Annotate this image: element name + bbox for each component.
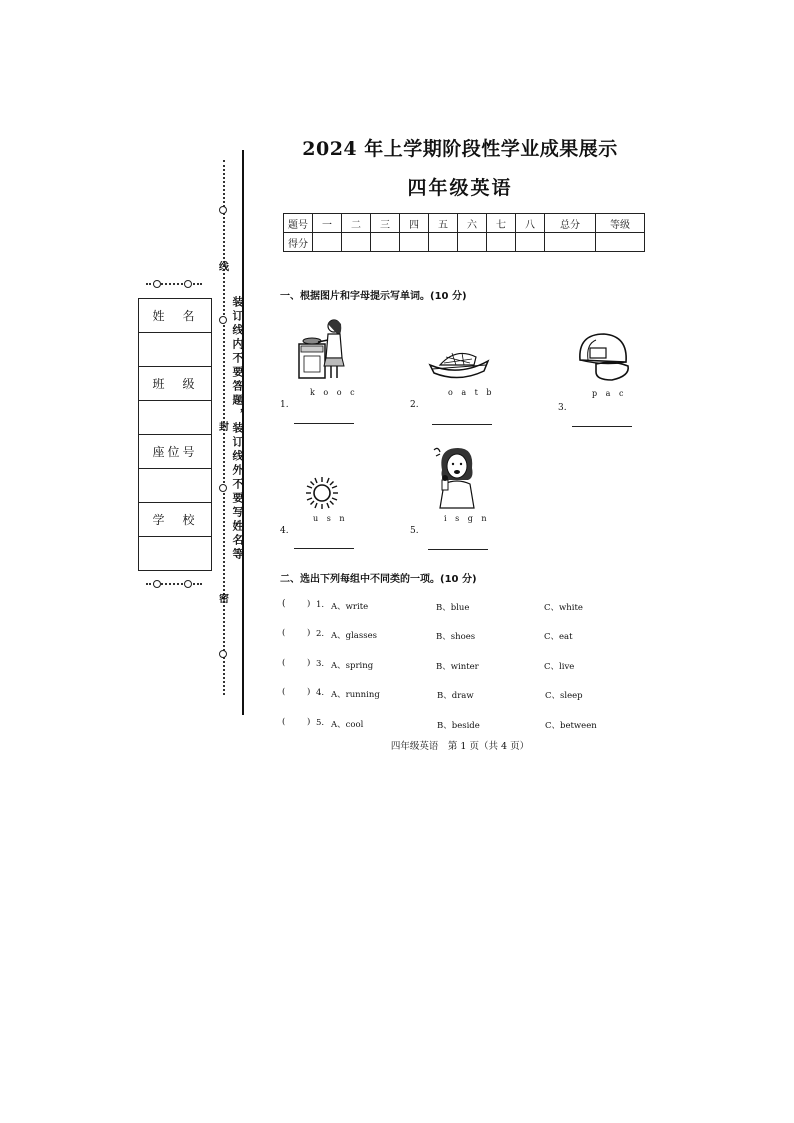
item-3-letters: p a c xyxy=(592,389,627,398)
singing-girl-icon xyxy=(430,444,482,510)
student-info-box xyxy=(138,298,212,571)
score-blank-cell[interactable] xyxy=(458,233,487,252)
page-footer: 四年级英语 第 1 页（共 4 页） xyxy=(390,741,530,752)
score-row-label: 得分 xyxy=(284,233,313,252)
item-2-number: 2. xyxy=(410,400,419,410)
score-cell: 三 xyxy=(371,214,400,233)
item-4-number: 4. xyxy=(280,526,289,536)
item-3-number: 3. xyxy=(558,403,567,413)
field-input-school[interactable] xyxy=(139,537,211,570)
section-1-title: 一、根据图片和字母提示写单词。(10 分) xyxy=(280,291,467,302)
answer-paren-open[interactable]: ( xyxy=(282,628,286,638)
score-blank-cell[interactable] xyxy=(400,233,429,252)
score-blank-cell[interactable] xyxy=(596,233,645,252)
item-2-answer-blank[interactable] xyxy=(432,424,492,425)
binding-circle xyxy=(219,650,227,658)
answer-paren-open[interactable]: ( xyxy=(282,687,286,697)
answer-paren-close: ) xyxy=(307,717,311,727)
field-input-name[interactable] xyxy=(139,333,211,367)
answer-paren-close: ) xyxy=(307,658,311,668)
option-a: A、running xyxy=(331,690,380,700)
binding-mark-line: 线 xyxy=(219,262,229,273)
item-4-letters: u s n xyxy=(313,514,348,523)
option-b: B、shoes xyxy=(436,632,476,642)
item-3-answer-blank[interactable] xyxy=(572,426,632,427)
question-number: 4. xyxy=(316,688,325,698)
answer-paren-open[interactable]: ( xyxy=(282,599,286,609)
score-cell: 五 xyxy=(429,214,458,233)
cooking-girl-icon xyxy=(296,316,350,382)
option-a: A、write xyxy=(331,602,369,612)
option-c: C、sleep xyxy=(545,691,583,701)
item-4-answer-blank[interactable] xyxy=(294,548,354,549)
score-blank-cell[interactable] xyxy=(487,233,516,252)
score-cell: 一 xyxy=(313,214,342,233)
exam-title: 2024 年上学期阶段性学业成果展示 xyxy=(302,138,618,160)
question-number: 5. xyxy=(316,718,325,728)
score-cell: 题号 xyxy=(284,214,313,233)
score-cell: 总分 xyxy=(545,214,596,233)
binding-circle xyxy=(184,280,192,288)
binding-circle xyxy=(153,580,161,588)
score-blank-cell[interactable] xyxy=(429,233,458,252)
question-row xyxy=(282,599,286,609)
score-blank-cell[interactable] xyxy=(371,233,400,252)
option-a: A、glasses xyxy=(331,631,377,641)
field-label-name: 姓 名 xyxy=(139,299,211,333)
item-2-letters: o a t b xyxy=(448,388,495,397)
item-5-letters: i s g n xyxy=(444,514,490,523)
score-cell: 六 xyxy=(458,214,487,233)
option-c: C、eat xyxy=(544,632,573,642)
answer-paren-open[interactable]: ( xyxy=(282,658,286,668)
field-input-seat[interactable] xyxy=(139,469,211,503)
score-blank-cell[interactable] xyxy=(342,233,371,252)
exam-subject: 四年级英语 xyxy=(407,177,513,199)
field-label-class: 班 级 xyxy=(139,367,211,401)
binding-circle xyxy=(153,280,161,288)
score-cell: 二 xyxy=(342,214,371,233)
binding-circle xyxy=(219,206,227,214)
score-blank-cell[interactable] xyxy=(516,233,545,252)
binding-circle xyxy=(219,484,227,492)
option-a: A、spring xyxy=(331,661,374,671)
binding-circle xyxy=(184,580,192,588)
sun-icon xyxy=(304,475,340,511)
boat-icon xyxy=(426,343,492,383)
answer-paren-close: ) xyxy=(307,599,311,609)
option-c: C、white xyxy=(544,603,583,613)
score-blank-cell[interactable] xyxy=(313,233,342,252)
option-c: C、between xyxy=(545,721,597,731)
cap-icon xyxy=(574,330,632,386)
answer-paren-close: ) xyxy=(307,628,311,638)
score-blank-cell[interactable] xyxy=(545,233,596,252)
option-b: B、winter xyxy=(436,662,479,672)
binding-mark-seal: 封 xyxy=(219,422,229,433)
option-b: B、beside xyxy=(437,721,480,731)
binding-mark-secret: 密 xyxy=(219,594,229,605)
item-5-answer-blank[interactable] xyxy=(428,549,488,550)
item-5-number: 5. xyxy=(410,526,419,536)
section-2-title: 二、选出下列每组中不同类的一项。(10 分) xyxy=(280,574,477,585)
question-number: 1. xyxy=(316,600,325,610)
binding-circle xyxy=(219,316,227,324)
binding-instruction: 装订线内不要答题，装订线外不要写姓名等 xyxy=(231,296,244,562)
item-1-letters: k o o c xyxy=(310,388,358,397)
field-input-class[interactable] xyxy=(139,401,211,435)
option-a: A、cool xyxy=(331,720,364,730)
score-cell: 等级 xyxy=(596,214,645,233)
option-b: B、blue xyxy=(436,603,470,613)
score-table xyxy=(283,213,645,252)
score-table-header-row xyxy=(284,214,645,233)
option-c: C、live xyxy=(544,662,575,672)
field-label-school: 学 校 xyxy=(139,503,211,537)
answer-paren-open[interactable]: ( xyxy=(282,717,286,727)
question-number: 3. xyxy=(316,659,325,669)
item-1-number: 1. xyxy=(280,400,289,410)
item-1-answer-blank[interactable] xyxy=(294,423,354,424)
score-cell: 四 xyxy=(400,214,429,233)
score-cell: 八 xyxy=(516,214,545,233)
answer-paren-close: ) xyxy=(307,687,311,697)
score-table-score-row xyxy=(284,233,645,252)
score-cell: 七 xyxy=(487,214,516,233)
question-number: 2. xyxy=(316,629,325,639)
option-b: B、draw xyxy=(437,691,474,701)
field-label-seat: 座位号 xyxy=(139,435,211,469)
